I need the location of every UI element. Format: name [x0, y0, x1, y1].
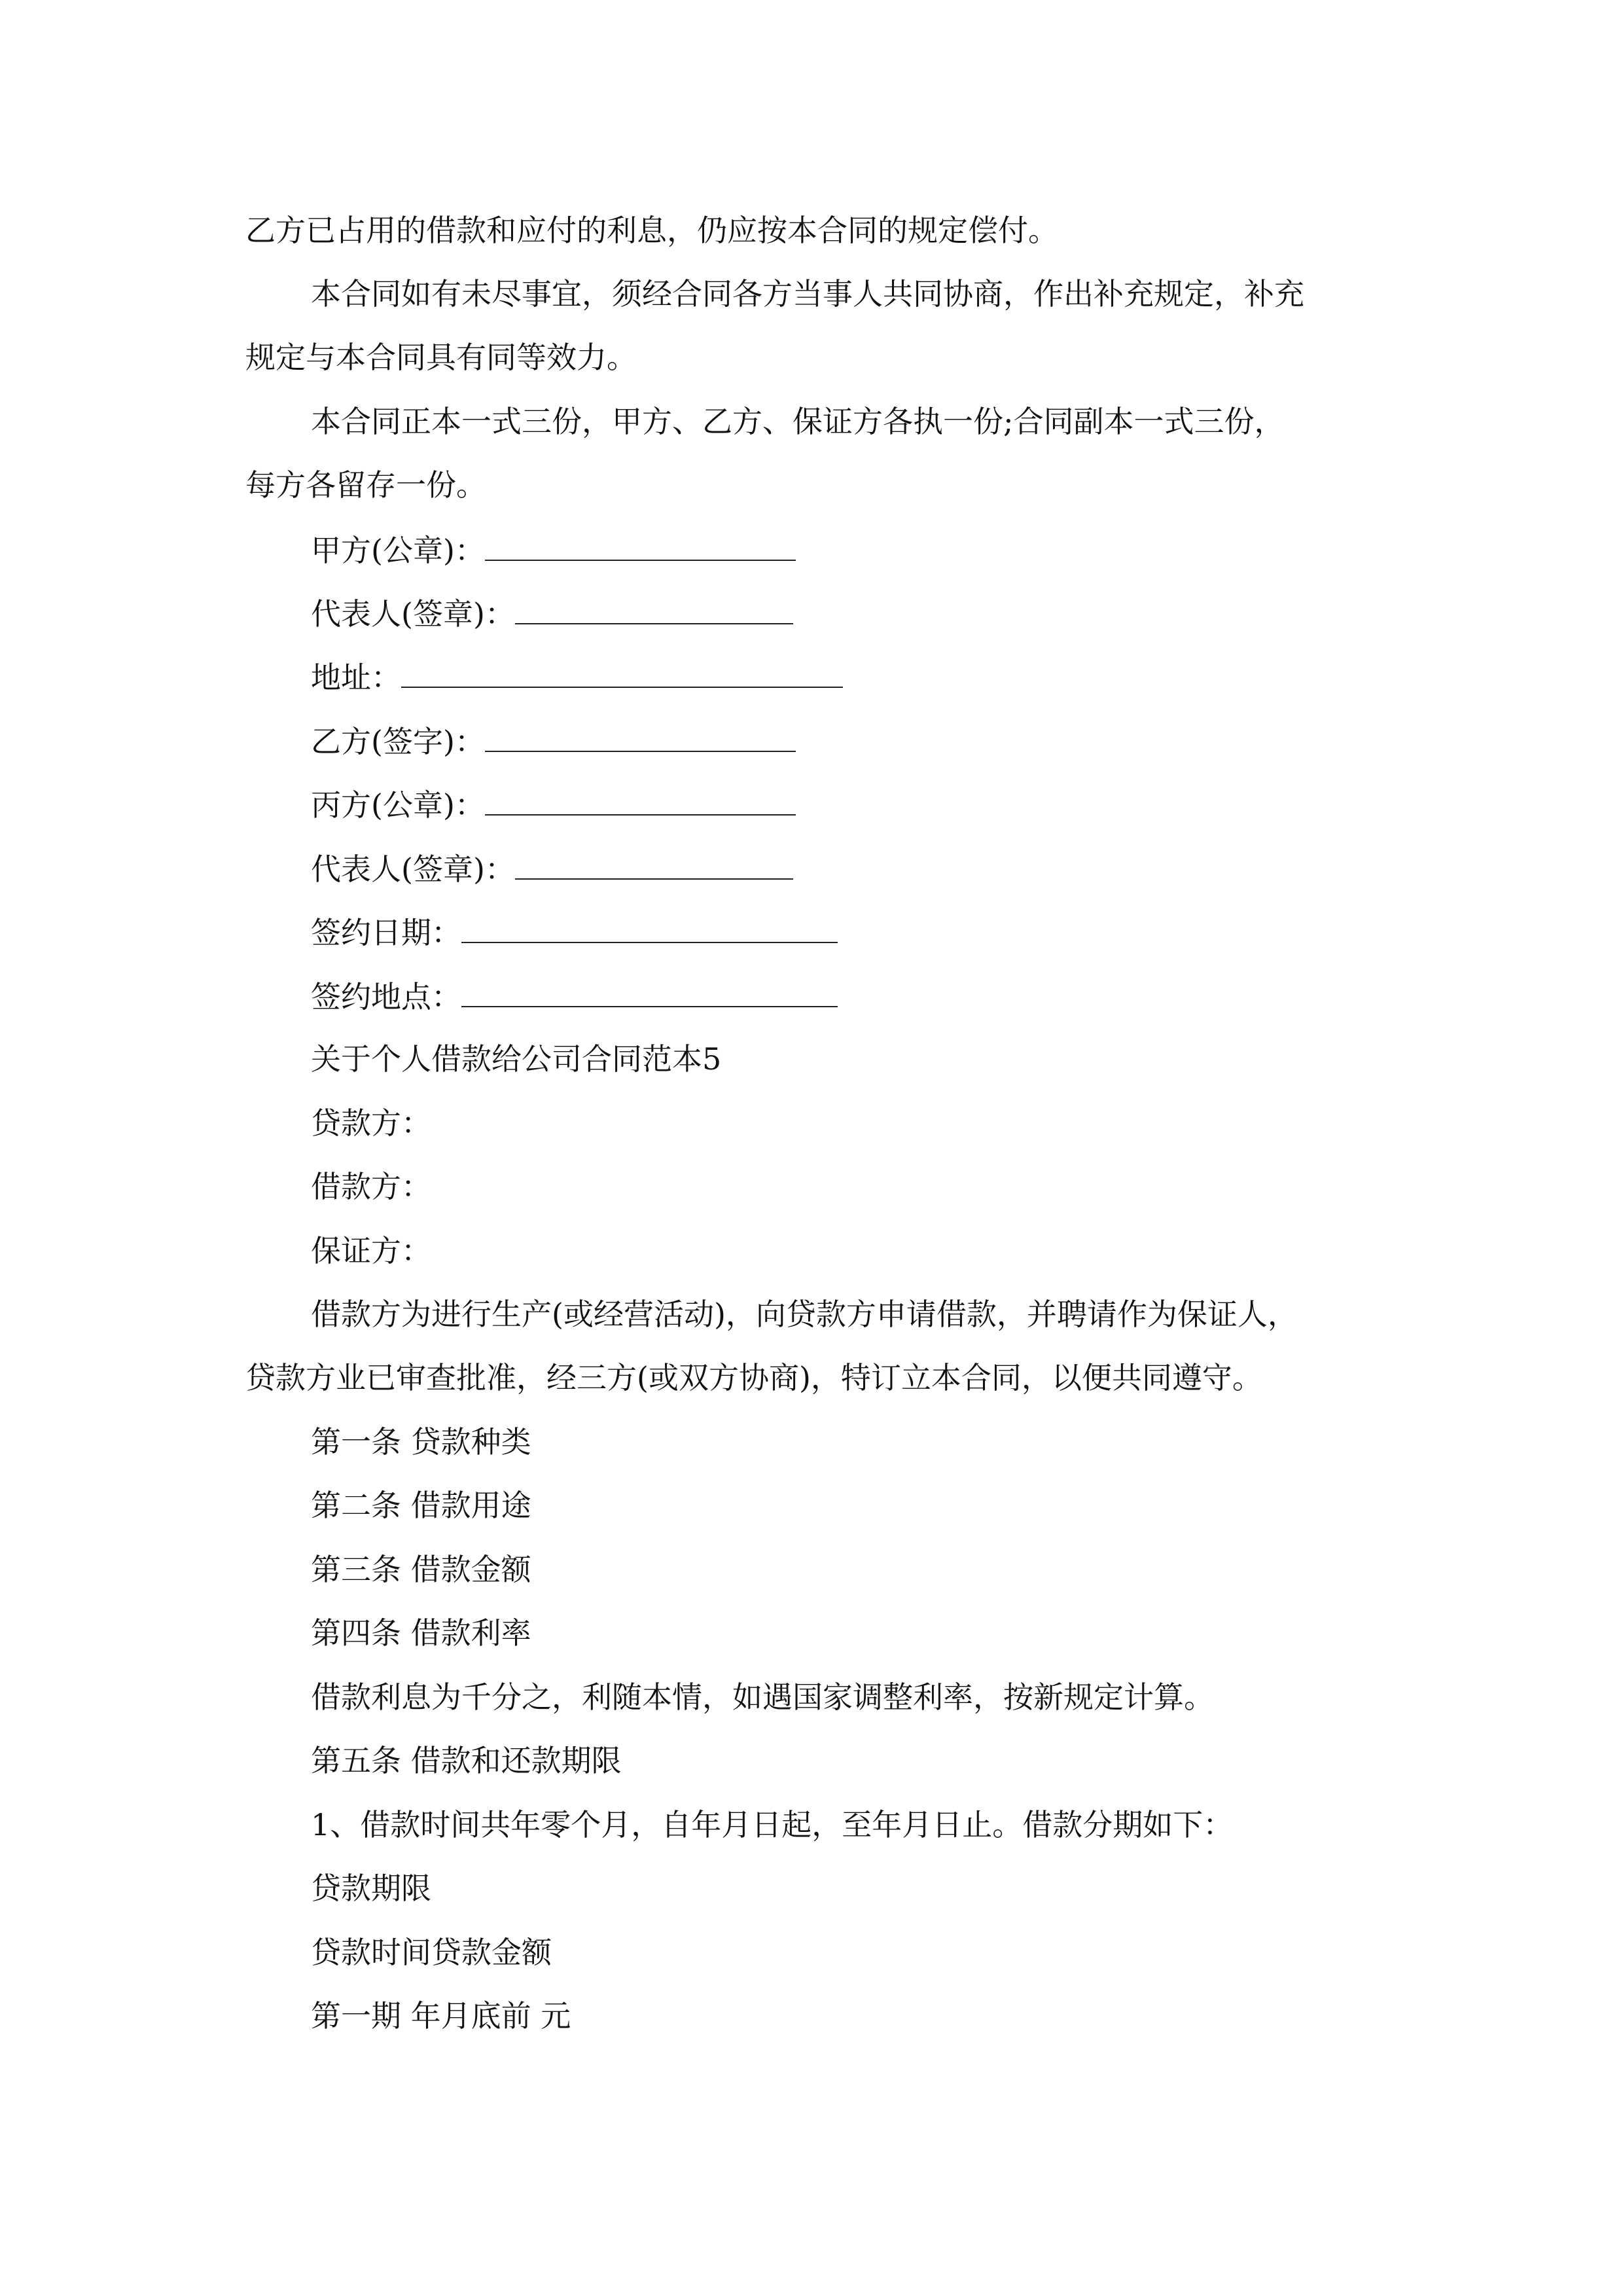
term-item-1: 1、借款时间共年零个月，自年月日起，至年月日止。借款分期如下： — [311, 1807, 1234, 1842]
signature-party-b — [311, 721, 796, 761]
signature-representative-2-blank — [515, 848, 793, 880]
intro-line1: 借款方为进行生产(或经营活动)，向贷款方申请借款，并聘请作为保证人， — [311, 1297, 1298, 1332]
signature-place-blank — [461, 976, 838, 1007]
signature-representative-1-blank — [515, 593, 793, 624]
signature-date-blank — [461, 912, 838, 943]
signature-party-a-label: 甲方(公章)： — [311, 533, 485, 568]
article-5: 第五条 借款和还款期限 — [311, 1743, 622, 1778]
paragraph-supplement-line2: 规定与本合同具有同等效力。 — [245, 340, 637, 375]
article-3: 第三条 借款金额 — [311, 1552, 531, 1587]
signature-party-c-label: 丙方(公章)： — [311, 787, 485, 823]
signature-address — [311, 656, 843, 697]
article-1: 第一条 贷款种类 — [311, 1424, 531, 1460]
signature-representative-2-label: 代表人(签章)： — [311, 852, 515, 887]
section-title: 关于个人借款给公司合同范本5 — [311, 1041, 722, 1077]
signature-party-b-blank — [485, 721, 796, 752]
article-4: 第四条 借款利率 — [311, 1615, 531, 1651]
signature-representative-2 — [311, 848, 793, 889]
lender-label: 贷款方： — [311, 1105, 431, 1141]
signature-party-c-blank — [485, 784, 796, 816]
signature-party-b-label: 乙方(签字)： — [311, 724, 485, 759]
signature-date — [311, 912, 838, 952]
guarantor-label: 保证方： — [311, 1233, 431, 1268]
loan-period-label: 贷款期限 — [311, 1871, 431, 1906]
intro-line2: 贷款方业已审查批准，经三方(或双方协商)，特订立本合同，以便共同遵守。 — [245, 1360, 1262, 1395]
phase-1: 第一期 年月底前 元 — [311, 1998, 571, 2034]
signature-address-label: 地址： — [311, 660, 401, 695]
paragraph-supplement-line1: 本合同如有未尽事宜，须经合同各方当事人共同协商，作出补充规定，补充 — [311, 276, 1304, 312]
loan-time-amount-label: 贷款时间贷款金额 — [311, 1935, 552, 1970]
signature-place — [311, 976, 838, 1016]
paragraph-copies-line2: 每方各留存一份。 — [245, 467, 486, 503]
signature-representative-1-label: 代表人(签章)： — [311, 596, 515, 632]
paragraph-copies-line1: 本合同正本一式三份，甲方、乙方、保证方各执一份;合同副本一式三份， — [311, 404, 1285, 439]
signature-date-label: 签约日期： — [311, 915, 461, 950]
interest-text: 借款利息为千分之，利随本情，如遇国家调整利率，按新规定计算。 — [311, 1679, 1214, 1715]
signature-place-label: 签约地点： — [311, 979, 461, 1014]
borrower-label: 借款方： — [311, 1169, 431, 1204]
signature-representative-1 — [311, 593, 793, 634]
signature-party-c — [311, 784, 796, 825]
signature-address-blank — [401, 656, 843, 688]
signature-party-a — [311, 529, 796, 570]
signature-party-a-blank — [485, 529, 796, 561]
article-2: 第二条 借款用途 — [311, 1488, 531, 1523]
paragraph-repayment: 乙方已占用的借款和应付的利息，仍应按本合同的规定偿付。 — [245, 213, 1058, 248]
